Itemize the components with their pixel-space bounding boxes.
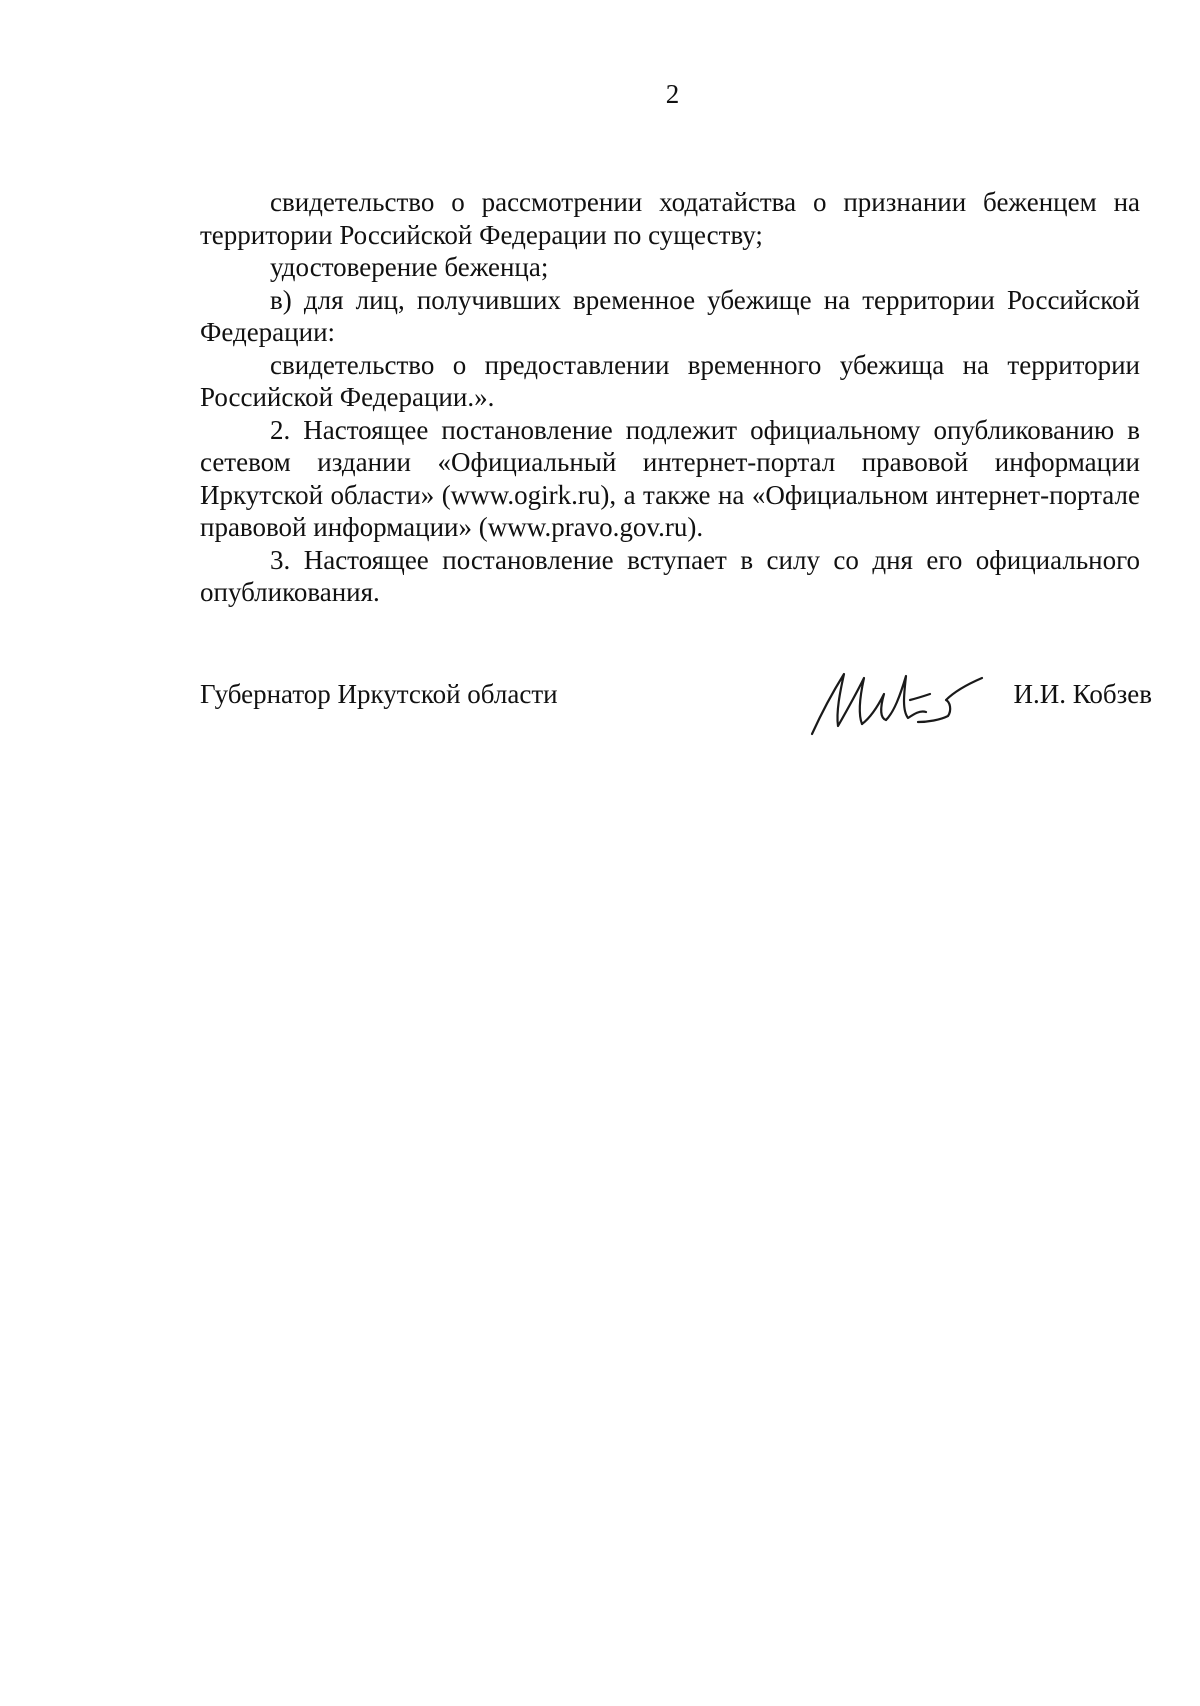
paragraph-refugee-id: удостоверение беженца; — [270, 252, 549, 282]
signer-title: Губернатор Иркутской области — [200, 679, 558, 709]
paragraph-publication-clause: 2. Настоящее постановление подлежит официальному опубликованию в сетевом издании «Официальный интернет-портал правовой информации Иркутской области» (www.ogirk.ru), а также на «Официальном интернет-портале правовой информации» (www.pravo.gov.ru). — [200, 414, 1140, 542]
paragraph-temporary-asylum-heading: в) для лиц, получивших временное убежище на территории Российской Федерации: — [200, 284, 1140, 347]
document-body — [200, 186, 1140, 609]
signer-name: И.И. Кобзев — [1013, 679, 1152, 709]
signature-block — [200, 660, 1152, 740]
paragraph-effective-date-clause: 3. Настоящее постановление вступает в силу со дня его официального опубликования. — [200, 544, 1140, 607]
handwritten-signature — [800, 660, 990, 740]
paragraph-refugee-petition-certificate: свидетельство о рассмотрении ходатайства о признании беженцем на территории Российской Федерации по существу; — [200, 187, 1140, 250]
page-number: 2 — [665, 79, 680, 109]
paragraph-temporary-asylum-certificate: свидетельство о предоставлении временного убежища на территории Российской Федерации.». — [200, 349, 1140, 412]
